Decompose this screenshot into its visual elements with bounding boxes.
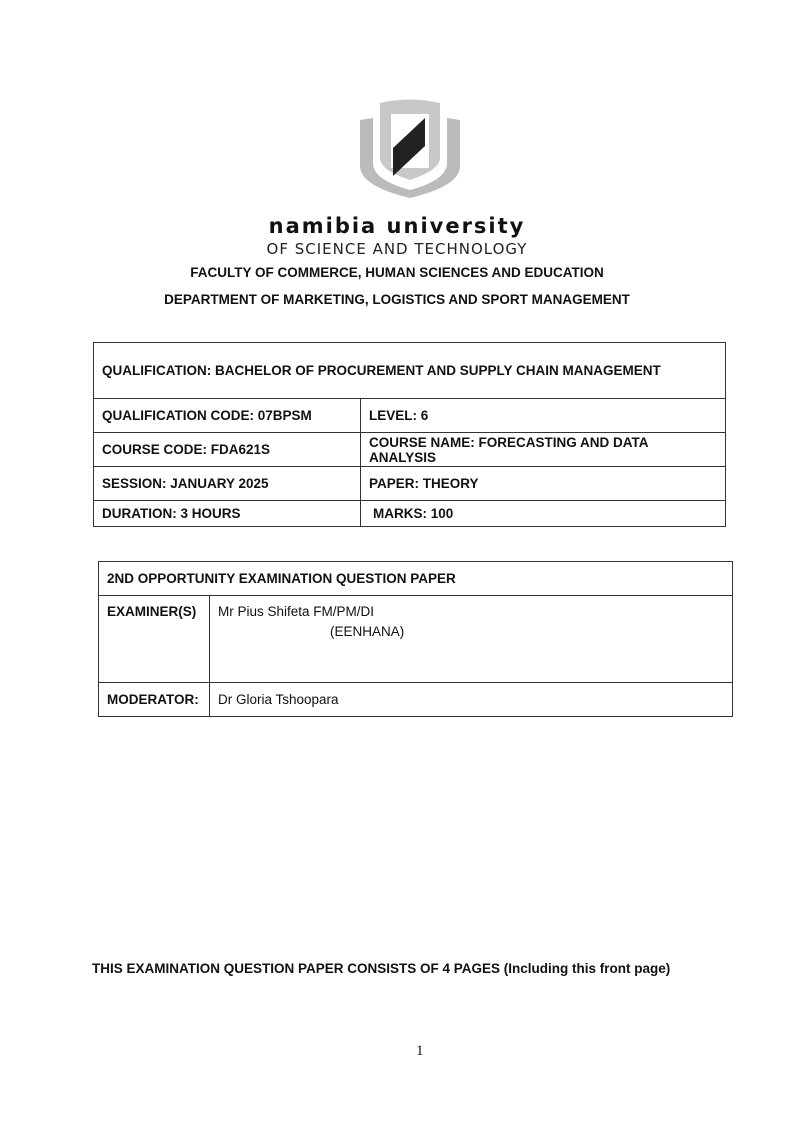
qualification-cell: QUALIFICATION: BACHELOR OF PROCUREMENT AND SUPPLY CHAIN MANAGEMENT: [94, 343, 726, 399]
university-subtitle: OF SCIENCE AND TECHNOLOGY: [266, 240, 528, 258]
course-info-table: [93, 342, 726, 527]
pages-note: THIS EXAMINATION QUESTION PAPER CONSISTS OF 4 PAGES (Including this front page): [92, 961, 671, 976]
department-name: DEPARTMENT OF MARKETING, LOGISTICS AND SPORT MANAGEMENT: [164, 292, 630, 307]
level-cell: LEVEL: 6: [361, 399, 726, 433]
examiner-location: (EENHANA): [330, 624, 405, 639]
examiner-name: Mr Pius Shifeta FM/PM/DI: [218, 604, 375, 619]
course-name-cell: COURSE NAME: FORECASTING AND DATA ANALYSIS: [361, 433, 726, 467]
marks-cell: MARKS: 100: [361, 501, 726, 527]
qualification-code-cell: QUALIFICATION CODE: 07BPSM: [94, 399, 361, 433]
page-number: 1: [416, 1043, 424, 1059]
course-code-cell: COURSE CODE: FDA621S: [94, 433, 361, 467]
examiner-label: EXAMINER(S): [99, 596, 210, 683]
session-cell: SESSION: JANUARY 2025: [94, 467, 361, 501]
moderator-label: MODERATOR:: [99, 683, 210, 717]
faculty-name: FACULTY OF COMMERCE, HUMAN SCIENCES AND EDUCATION: [190, 265, 604, 280]
university-name: namibia university: [268, 214, 526, 238]
exam-title-cell: 2ND OPPORTUNITY EXAMINATION QUESTION PAPER: [99, 562, 733, 596]
university-logo-icon: [355, 98, 465, 198]
examiner-table: [98, 561, 733, 717]
paper-cell: PAPER: THEORY: [361, 467, 726, 501]
duration-cell: DURATION: 3 HOURS: [94, 501, 361, 527]
moderator-name: Dr Gloria Tshoopara: [210, 683, 733, 717]
